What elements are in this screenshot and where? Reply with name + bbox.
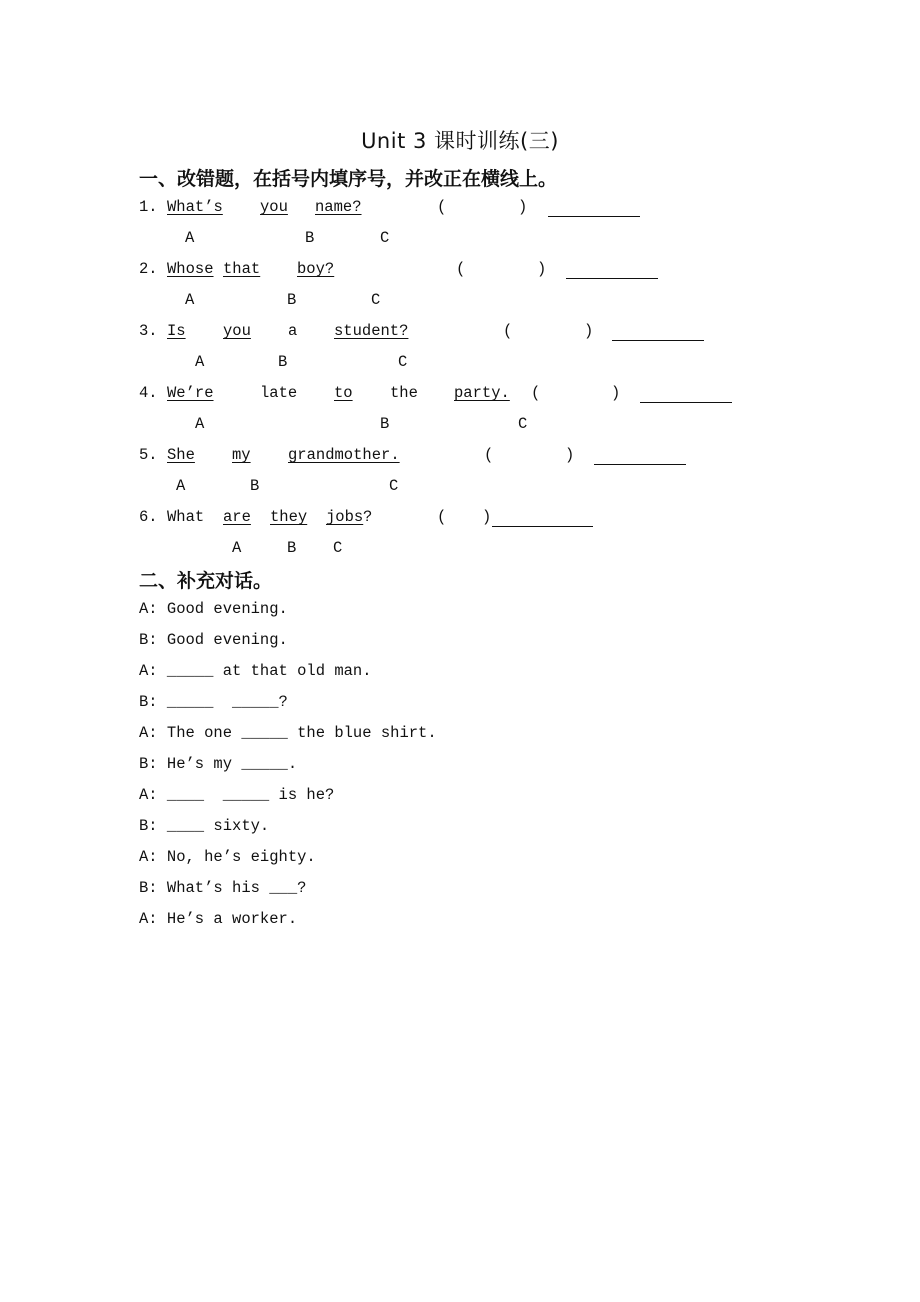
sentence-word: late <box>260 384 298 402</box>
question-number: 5. <box>139 446 158 464</box>
page-title: Unit 3 课时训练(三) <box>361 129 559 153</box>
option-letter-b: B <box>287 539 297 557</box>
answer-paren-open: ( <box>437 198 447 216</box>
question-2-letters <box>0 291 920 315</box>
correction-blank[interactable] <box>492 508 593 527</box>
sentence-word: ? <box>363 508 373 526</box>
option-letter-a: A <box>195 353 205 371</box>
option-c-text: jobs <box>326 508 364 526</box>
dialogue-line: B: He’s my _____. <box>139 755 298 773</box>
correction-blank[interactable] <box>548 198 640 217</box>
question-1 <box>0 198 920 222</box>
answer-paren-open: ( <box>531 384 541 402</box>
answer-paren-open: ( <box>456 260 466 278</box>
option-b-text: my <box>232 446 251 464</box>
option-letter-b: B <box>278 353 288 371</box>
answer-paren-close: ) <box>611 384 621 402</box>
question-number: 2. <box>139 260 158 278</box>
dialogue-line: B: ____ sixty. <box>139 817 270 835</box>
option-a-text: Is <box>167 322 186 340</box>
section2-heading: 二、补充对话。 <box>139 570 273 592</box>
question-number: 3. <box>139 322 158 340</box>
answer-paren-close: ) <box>584 322 594 340</box>
option-letter-c: C <box>518 415 528 433</box>
question-6-letters <box>0 539 920 563</box>
sentence-word: the <box>390 384 418 402</box>
question-number: 1. <box>139 198 158 216</box>
dialogue-line: B: What’s his ___? <box>139 879 307 897</box>
option-letter-c: C <box>371 291 381 309</box>
answer-paren-close: ) <box>482 508 492 526</box>
option-b-text: to <box>334 384 353 402</box>
answer-paren-open: ( <box>503 322 513 340</box>
option-letter-b: B <box>287 291 297 309</box>
option-letter-b: B <box>380 415 390 433</box>
option-letter-a: A <box>232 539 242 557</box>
option-c-text: grandmother. <box>288 446 400 464</box>
option-a-text: Whose <box>167 260 214 278</box>
option-letter-a: A <box>185 229 195 247</box>
question-6 <box>0 508 920 532</box>
option-c-text: student? <box>334 322 409 340</box>
question-number: 4. <box>139 384 158 402</box>
option-letter-a: A <box>176 477 186 495</box>
correction-blank[interactable] <box>640 384 732 403</box>
question-5-letters <box>0 477 920 501</box>
option-b-text: you <box>260 198 288 216</box>
option-letter-a: A <box>185 291 195 309</box>
dialogue-line: A: He’s a worker. <box>139 910 298 928</box>
correction-blank[interactable] <box>612 322 704 341</box>
answer-paren-close: ) <box>565 446 575 464</box>
option-b-text: that <box>223 260 261 278</box>
dialogue-line: B: _____ _____? <box>139 693 288 711</box>
question-4-letters <box>0 415 920 439</box>
dialogue-line: B: Good evening. <box>139 631 288 649</box>
option-letter-c: C <box>398 353 408 371</box>
question-5 <box>0 446 920 470</box>
sentence-word: a <box>288 322 298 340</box>
answer-paren-close: ) <box>518 198 528 216</box>
answer-paren-open: ( <box>437 508 447 526</box>
sentence-word: What <box>167 508 205 526</box>
option-letter-a: A <box>195 415 205 433</box>
option-c-text: boy? <box>297 260 335 278</box>
option-a-text: She <box>167 446 195 464</box>
option-a-text: are <box>223 508 251 526</box>
option-a-text: We’re <box>167 384 214 402</box>
option-b-text: you <box>223 322 251 340</box>
option-letter-b: B <box>305 229 315 247</box>
dialogue-line: A: _____ at that old man. <box>139 662 372 680</box>
option-c-text: name? <box>315 198 362 216</box>
option-letter-c: C <box>380 229 390 247</box>
question-3 <box>0 322 920 346</box>
option-c-text: party. <box>454 384 510 402</box>
option-b-text: they <box>270 508 308 526</box>
question-3-letters <box>0 353 920 377</box>
dialogue-line: A: Good evening. <box>139 600 288 618</box>
option-letter-c: C <box>389 477 399 495</box>
option-letter-b: B <box>250 477 260 495</box>
correction-blank[interactable] <box>594 446 686 465</box>
dialogue-line: A: The one _____ the blue shirt. <box>139 724 437 742</box>
question-1-letters <box>0 229 920 253</box>
option-a-text: What’s <box>167 198 223 216</box>
answer-paren-close: ) <box>537 260 547 278</box>
dialogue-line: A: No, he’s eighty. <box>139 848 316 866</box>
question-4 <box>0 384 920 408</box>
question-number: 6. <box>139 508 158 526</box>
correction-blank[interactable] <box>566 260 658 279</box>
section1-heading: 一、改错题，在括号内填序号，并改正在横线上。 <box>139 168 558 190</box>
dialogue-line: A: ____ _____ is he? <box>139 786 335 804</box>
option-letter-c: C <box>333 539 343 557</box>
answer-paren-open: ( <box>484 446 494 464</box>
question-2 <box>0 260 920 284</box>
